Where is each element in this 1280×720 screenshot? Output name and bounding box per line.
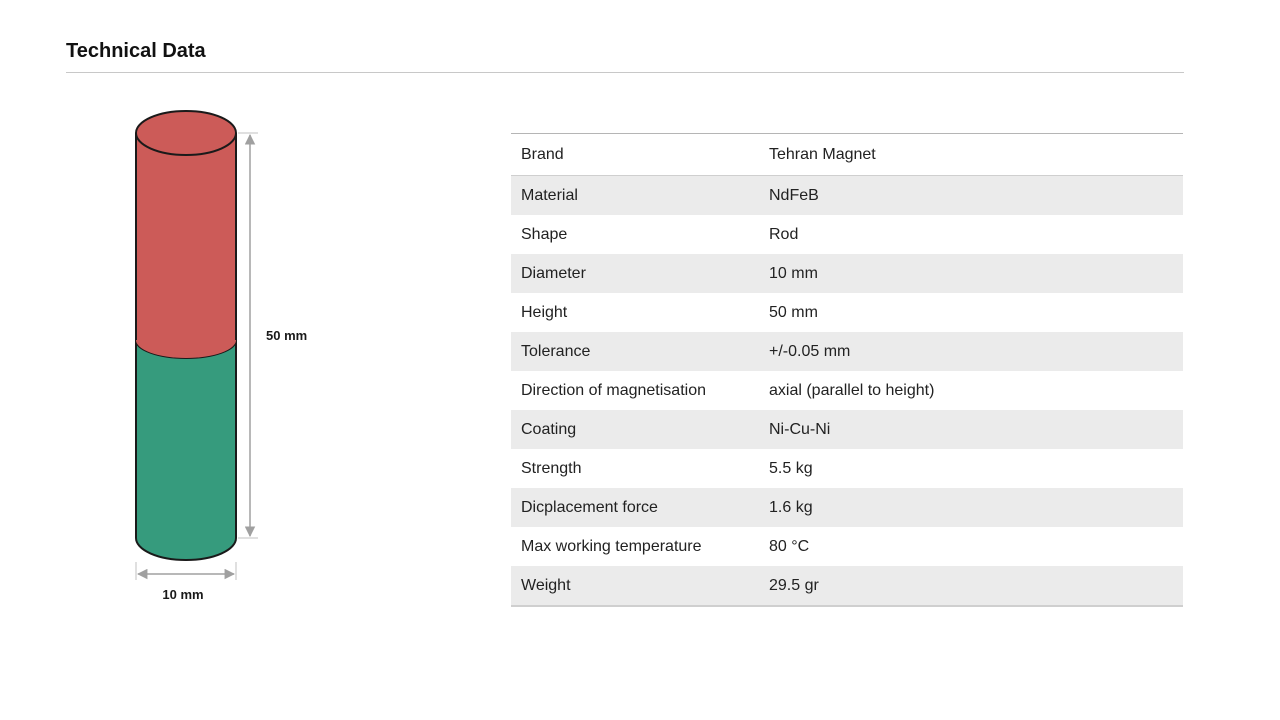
magnet-south-pole — [136, 340, 236, 560]
table-row — [511, 488, 1183, 527]
spec-value: 10 mm — [759, 254, 1183, 293]
spec-label: Tolerance — [511, 332, 759, 371]
table-row — [511, 566, 1183, 606]
spec-value: 29.5 gr — [759, 566, 1183, 606]
diameter-dimension-label: 10 mm — [162, 587, 204, 602]
rod-magnet-illustration — [100, 100, 360, 620]
spec-value: Tehran Magnet — [759, 134, 1183, 176]
spec-value: Rod — [769, 225, 799, 243]
spec-label: Height — [521, 303, 568, 321]
spec-label: Brand — [511, 134, 759, 176]
spec-label: Shape — [521, 225, 568, 243]
spec-label: Strength — [521, 459, 582, 477]
magnet-top-cap — [136, 111, 236, 155]
table-row — [511, 215, 1183, 254]
spec-value: 80 °C — [769, 537, 810, 555]
spec-label: Coating — [511, 410, 759, 449]
spec-label: Material — [511, 176, 759, 216]
page-title: Technical Data — [66, 40, 206, 62]
table-row — [511, 176, 1183, 216]
table-row — [511, 254, 1183, 293]
spec-value: Ni-Cu-Ni — [759, 410, 1183, 449]
spec-label: Diameter — [511, 254, 759, 293]
spec-value: 5.5 kg — [769, 459, 813, 477]
spec-value: axial (parallel to height) — [769, 381, 935, 399]
table-row — [511, 371, 1183, 410]
spec-label: Weight — [511, 566, 759, 606]
table-row — [511, 332, 1183, 371]
table-row — [511, 410, 1183, 449]
spec-value: NdFeB — [759, 176, 1183, 216]
title-divider — [66, 72, 1184, 73]
spec-label: Dicplacement force — [511, 488, 759, 527]
spec-label: Direction of magnetisation — [521, 381, 706, 399]
spec-label: Max working temperature — [521, 537, 702, 555]
specs-table — [511, 133, 1183, 607]
table-row — [511, 293, 1183, 332]
table-row — [511, 449, 1183, 488]
spec-value: +/-0.05 mm — [759, 332, 1183, 371]
magnet-figure — [100, 100, 360, 620]
spec-value: 1.6 kg — [759, 488, 1183, 527]
table-row — [511, 134, 1183, 176]
table-row — [511, 527, 1183, 566]
height-dimension-label: 50 mm — [266, 328, 308, 343]
spec-value: 50 mm — [769, 303, 818, 321]
magnet-north-pole — [136, 133, 236, 358]
